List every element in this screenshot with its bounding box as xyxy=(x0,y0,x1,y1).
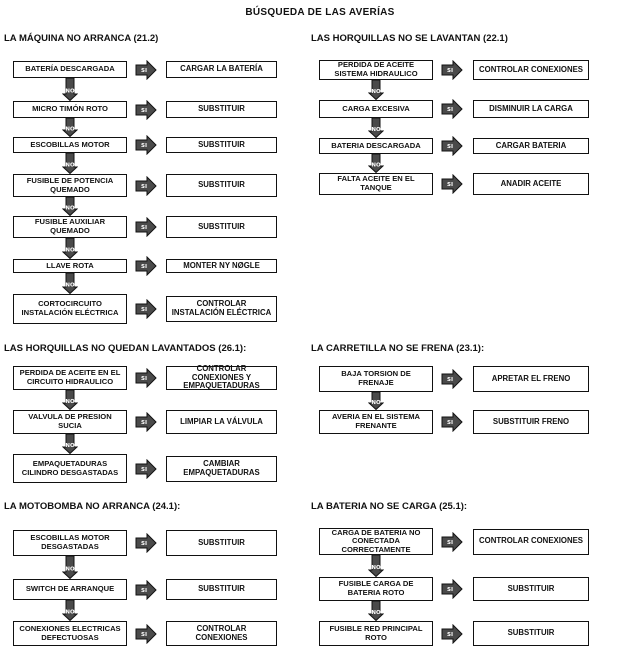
no-arrow-icon xyxy=(368,601,384,621)
cause-box: BAJA TORSION DE FRENAJE xyxy=(319,366,433,392)
yes-label: SI xyxy=(140,541,148,547)
action-box: SUBSTITUIR xyxy=(166,174,277,197)
action-box: LIMPIAR LA VÁLVULA xyxy=(166,410,277,434)
no-label: NO xyxy=(65,205,75,212)
no-label: NO xyxy=(65,247,75,254)
no-arrow-icon xyxy=(62,118,78,137)
no-arrow-icon xyxy=(368,154,384,173)
cause-box: EMPAQUETADURAS CILINDRO DESGASTADAS xyxy=(13,454,127,483)
no-arrow-icon xyxy=(368,118,384,138)
yes-arrow-icon xyxy=(135,412,157,432)
no-label: NO xyxy=(65,162,75,169)
yes-label: SI xyxy=(140,225,148,231)
no-arrow-icon xyxy=(62,600,78,621)
no-arrow-icon xyxy=(368,555,384,577)
page-title: BÚSQUEDA DE LAS AVERÍAS xyxy=(245,7,395,18)
action-box: SUBSTITUIR xyxy=(166,579,277,600)
yes-label: SI xyxy=(140,67,148,74)
yes-label: SI xyxy=(446,182,454,188)
no-label: NO xyxy=(65,126,75,133)
cause-box: CORTOCIRCUITO INSTALACIÓN ELÉCTRICA xyxy=(13,294,127,324)
action-box: SUBSTITUIR xyxy=(166,101,277,118)
no-arrow-icon xyxy=(62,153,78,174)
action-box: CONTROLAR CONEXIONES xyxy=(473,60,589,80)
no-arrow-icon xyxy=(368,80,384,100)
cause-box: FUSIBLE AUXILIAR QUEMADO xyxy=(13,216,127,238)
yes-arrow-icon xyxy=(441,136,463,156)
yes-arrow-icon xyxy=(135,459,157,479)
no-label: NO xyxy=(371,89,381,95)
yes-label: SI xyxy=(446,631,454,638)
no-label: NO xyxy=(371,127,381,133)
action-box: MONTER NY NØGLE xyxy=(166,259,277,273)
yes-label: SI xyxy=(446,144,454,150)
action-box: CARGAR BATERIA xyxy=(473,138,589,154)
no-label: NO xyxy=(371,400,381,406)
cause-box: VALVULA DE PRESION SUCIA xyxy=(13,410,127,434)
action-box: SUBSTITUIR xyxy=(166,216,277,238)
no-arrow-icon xyxy=(62,390,78,410)
cause-box: AVERIA EN EL SISTEMA FRENANTE xyxy=(319,410,433,434)
section-title: LA MOTOBOMBA NO ARRANCA (24.1): xyxy=(4,501,181,512)
section-title: LAS HORQUILLAS NO SE LAVANTAN (22.1) xyxy=(311,33,508,44)
action-box: SUBSTITUIR FRENO xyxy=(473,410,589,434)
yes-label: SI xyxy=(140,107,148,114)
action-box: CONTROLAR CONEXIONES Y EMPAQUETADURAS xyxy=(166,366,277,390)
yes-label: SI xyxy=(140,587,148,594)
no-label: NO xyxy=(65,282,75,289)
yes-label: SI xyxy=(140,376,148,382)
yes-label: SI xyxy=(446,68,454,74)
yes-label: SI xyxy=(446,539,454,546)
action-box: DISMINUIR LA CARGA xyxy=(473,100,589,118)
yes-label: SI xyxy=(140,420,148,426)
yes-arrow-icon xyxy=(135,299,157,319)
no-label: NO xyxy=(65,443,75,449)
yes-arrow-icon xyxy=(135,217,157,237)
no-label: NO xyxy=(371,610,381,616)
cause-box: SWITCH DE ARRANQUE xyxy=(13,579,127,600)
action-box: CONTROLAR INSTALACIÓN ELÉCTRICA xyxy=(166,296,277,322)
cause-box: FALTA ACEITE EN EL TANQUE xyxy=(319,173,433,195)
yes-arrow-icon xyxy=(135,135,157,155)
no-label: NO xyxy=(65,566,75,573)
cause-box: LLAVE ROTA xyxy=(13,259,127,273)
cause-box: FUSIBLE DE POTENCIA QUEMADO xyxy=(13,174,127,197)
yes-arrow-icon xyxy=(441,99,463,119)
yes-label: SI xyxy=(140,183,148,190)
cause-box: BATERÍA DESCARGADA xyxy=(13,61,127,78)
cause-box: CONEXIONES ELECTRICAS DEFECTUOSAS xyxy=(13,621,127,646)
yes-label: SI xyxy=(446,587,454,593)
action-box: SUBSTITUIR xyxy=(166,137,277,153)
yes-label: SI xyxy=(446,420,454,426)
yes-arrow-icon xyxy=(135,533,157,553)
no-label: NO xyxy=(65,399,75,405)
no-label: NO xyxy=(65,609,75,616)
action-box: CAMBIAR EMPAQUETADURAS xyxy=(166,456,277,482)
no-arrow-icon xyxy=(62,238,78,259)
cause-box: FUSIBLE RED PRINCIPAL ROTO xyxy=(319,621,433,646)
yes-label: SI xyxy=(446,107,454,113)
no-arrow-icon xyxy=(62,273,78,294)
yes-label: SI xyxy=(140,307,148,313)
yes-arrow-icon xyxy=(441,412,463,432)
cause-box: CARGA EXCESIVA xyxy=(319,100,433,118)
cause-box: PERDIDA DE ACEITE SISTEMA HIDRAULICO xyxy=(319,60,433,80)
no-label: NO xyxy=(371,565,381,571)
yes-label: SI xyxy=(140,143,148,149)
yes-arrow-icon xyxy=(441,532,463,552)
action-box: CONTROLAR CONEXIONES xyxy=(166,621,277,646)
yes-arrow-icon xyxy=(441,579,463,599)
cause-box: ESCOBILLAS MOTOR xyxy=(13,137,127,153)
no-label: NO xyxy=(65,88,75,95)
yes-arrow-icon xyxy=(135,60,157,80)
yes-arrow-icon xyxy=(441,624,463,644)
yes-arrow-icon xyxy=(135,176,157,196)
no-arrow-icon xyxy=(62,556,78,579)
section-title: LA MÁQUINA NO ARRANCA (21.2) xyxy=(4,33,159,44)
action-box: ANADIR ACEITE xyxy=(473,173,589,195)
yes-arrow-icon xyxy=(441,174,463,194)
no-arrow-icon xyxy=(62,434,78,454)
cause-box: FUSIBLE CARGA DE BATERIA ROTO xyxy=(319,577,433,601)
section-title: LA BATERIA NO SE CARGA (25.1): xyxy=(311,501,468,512)
action-box: SUBSTITUIR xyxy=(166,530,277,556)
cause-box: BATERIA DESCARGADA xyxy=(319,138,433,154)
action-box: SUBSTITUIR xyxy=(473,577,589,601)
yes-arrow-icon xyxy=(441,60,463,80)
action-box: APRETAR EL FRENO xyxy=(473,366,589,392)
section-title: LAS HORQUILLAS NO QUEDAN LAVANTADOS (26.1): xyxy=(4,343,247,354)
yes-arrow-icon xyxy=(135,100,157,120)
action-box: CARGAR LA BATERÍA xyxy=(166,61,277,78)
no-arrow-icon xyxy=(368,392,384,410)
action-box: CONTROLAR CONEXIONES xyxy=(473,529,589,555)
cause-box: ESCOBILLAS MOTOR DESGASTADAS xyxy=(13,530,127,556)
no-label: NO xyxy=(371,162,381,169)
yes-label: SI xyxy=(140,264,148,270)
yes-label: SI xyxy=(446,377,454,383)
section-title: LA CARRETILLA NO SE FRENA (23.1): xyxy=(311,343,485,354)
yes-arrow-icon xyxy=(135,368,157,388)
cause-box: MICRO TIMÓN ROTO xyxy=(13,101,127,118)
yes-arrow-icon xyxy=(441,369,463,389)
yes-label: SI xyxy=(140,466,148,473)
yes-arrow-icon xyxy=(135,256,157,276)
yes-label: SI xyxy=(140,631,148,638)
no-arrow-icon xyxy=(62,197,78,216)
cause-box: PERDIDA DE ACEITE EN EL CIRCUITO HIDRAULICO xyxy=(13,366,127,390)
action-box: SUBSTITUIR xyxy=(473,621,589,646)
cause-box: CARGA DE BATERIA NO CONECTADA CORRECTAMENTE xyxy=(319,528,433,555)
yes-arrow-icon xyxy=(135,580,157,600)
no-arrow-icon xyxy=(62,78,78,101)
yes-arrow-icon xyxy=(135,624,157,644)
